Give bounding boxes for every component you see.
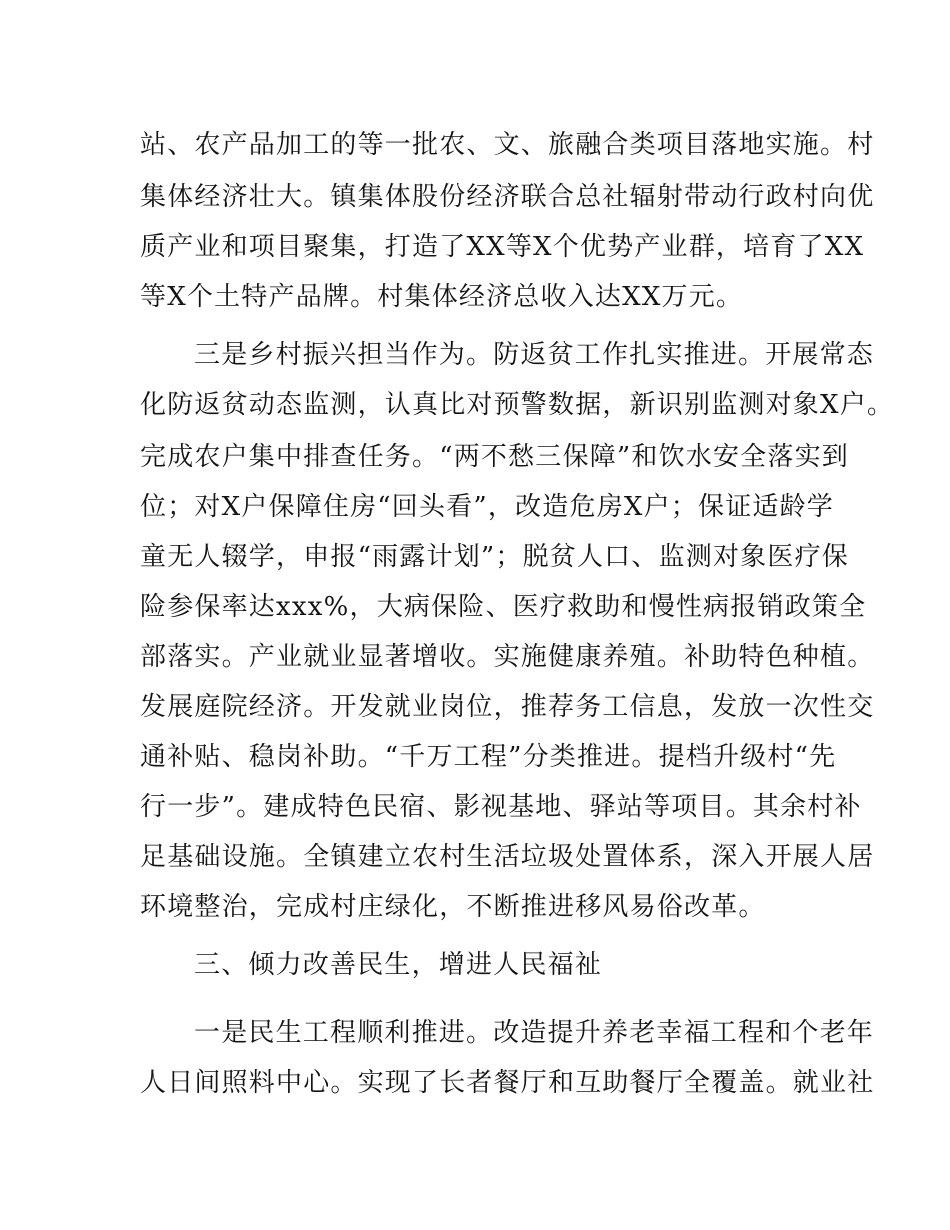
text-line: 化防返贫动态监测，认真比对预警数据，新识别监测对象X户。 <box>140 390 895 420</box>
text-line: 位；对X户保障住房“回头看”，改造危房X户；保证适龄学 <box>140 492 835 522</box>
text-line: 足基础设施。全镇建立农村生活垃圾处置体系，深入开展人居 <box>140 842 875 872</box>
paragraph-first-line: 一是民生工程顺利推进。改造提升养老幸福工程和个老年 <box>194 1018 875 1048</box>
text-line: 完成农户集中排查任务。“两不愁三保障”和饮水安全落实到 <box>140 442 849 472</box>
text-line: 集体经济壮大。镇集体股份经济联合总社辐射带动行政村向优 <box>140 182 875 212</box>
text-line: 等X个土特产品牌。村集体经济总收入达XX万元。 <box>140 282 744 312</box>
text-line: 行一步”。建成特色民宿、影视基地、驿站等项目。其余村补 <box>140 792 862 822</box>
text-line: 童无人辍学，申报“雨露计划”；脱贫人口、监测对象医疗保 <box>140 542 849 572</box>
text-line: 发展庭院经济。开发就业岗位，推荐务工信息，发放一次性交 <box>140 692 875 722</box>
text-line: 部落实。产业就业显著增收。实施健康养殖。补助特色种植。 <box>140 642 875 672</box>
paragraph-first-line: 三是乡村振兴担当作为。防返贫工作扎实推进。开展常态 <box>194 340 875 370</box>
text-line: 险参保率达xxx%，大病保险、医疗救助和慢性病报销政策全 <box>140 592 867 622</box>
text-line: 站、农产品加工的等一批农、文、旅融合类项目落地实施。村 <box>140 130 875 160</box>
section-heading: 三、倾力改善民生，增进人民福祉 <box>194 950 603 980</box>
text-line: 人日间照料中心。实现了长者餐厅和互助餐厅全覆盖。就业社 <box>140 1068 875 1098</box>
text-line: 质产业和项目聚集，打造了XX等X个优势产业群，培育了XX <box>140 232 865 262</box>
text-line: 通补贴、稳岗补助。“千万工程”分类推进。提档升级村“先 <box>140 742 837 772</box>
text-line: 环境整治，完成村庄绿化，不断推进移风易俗改革。 <box>140 892 766 922</box>
